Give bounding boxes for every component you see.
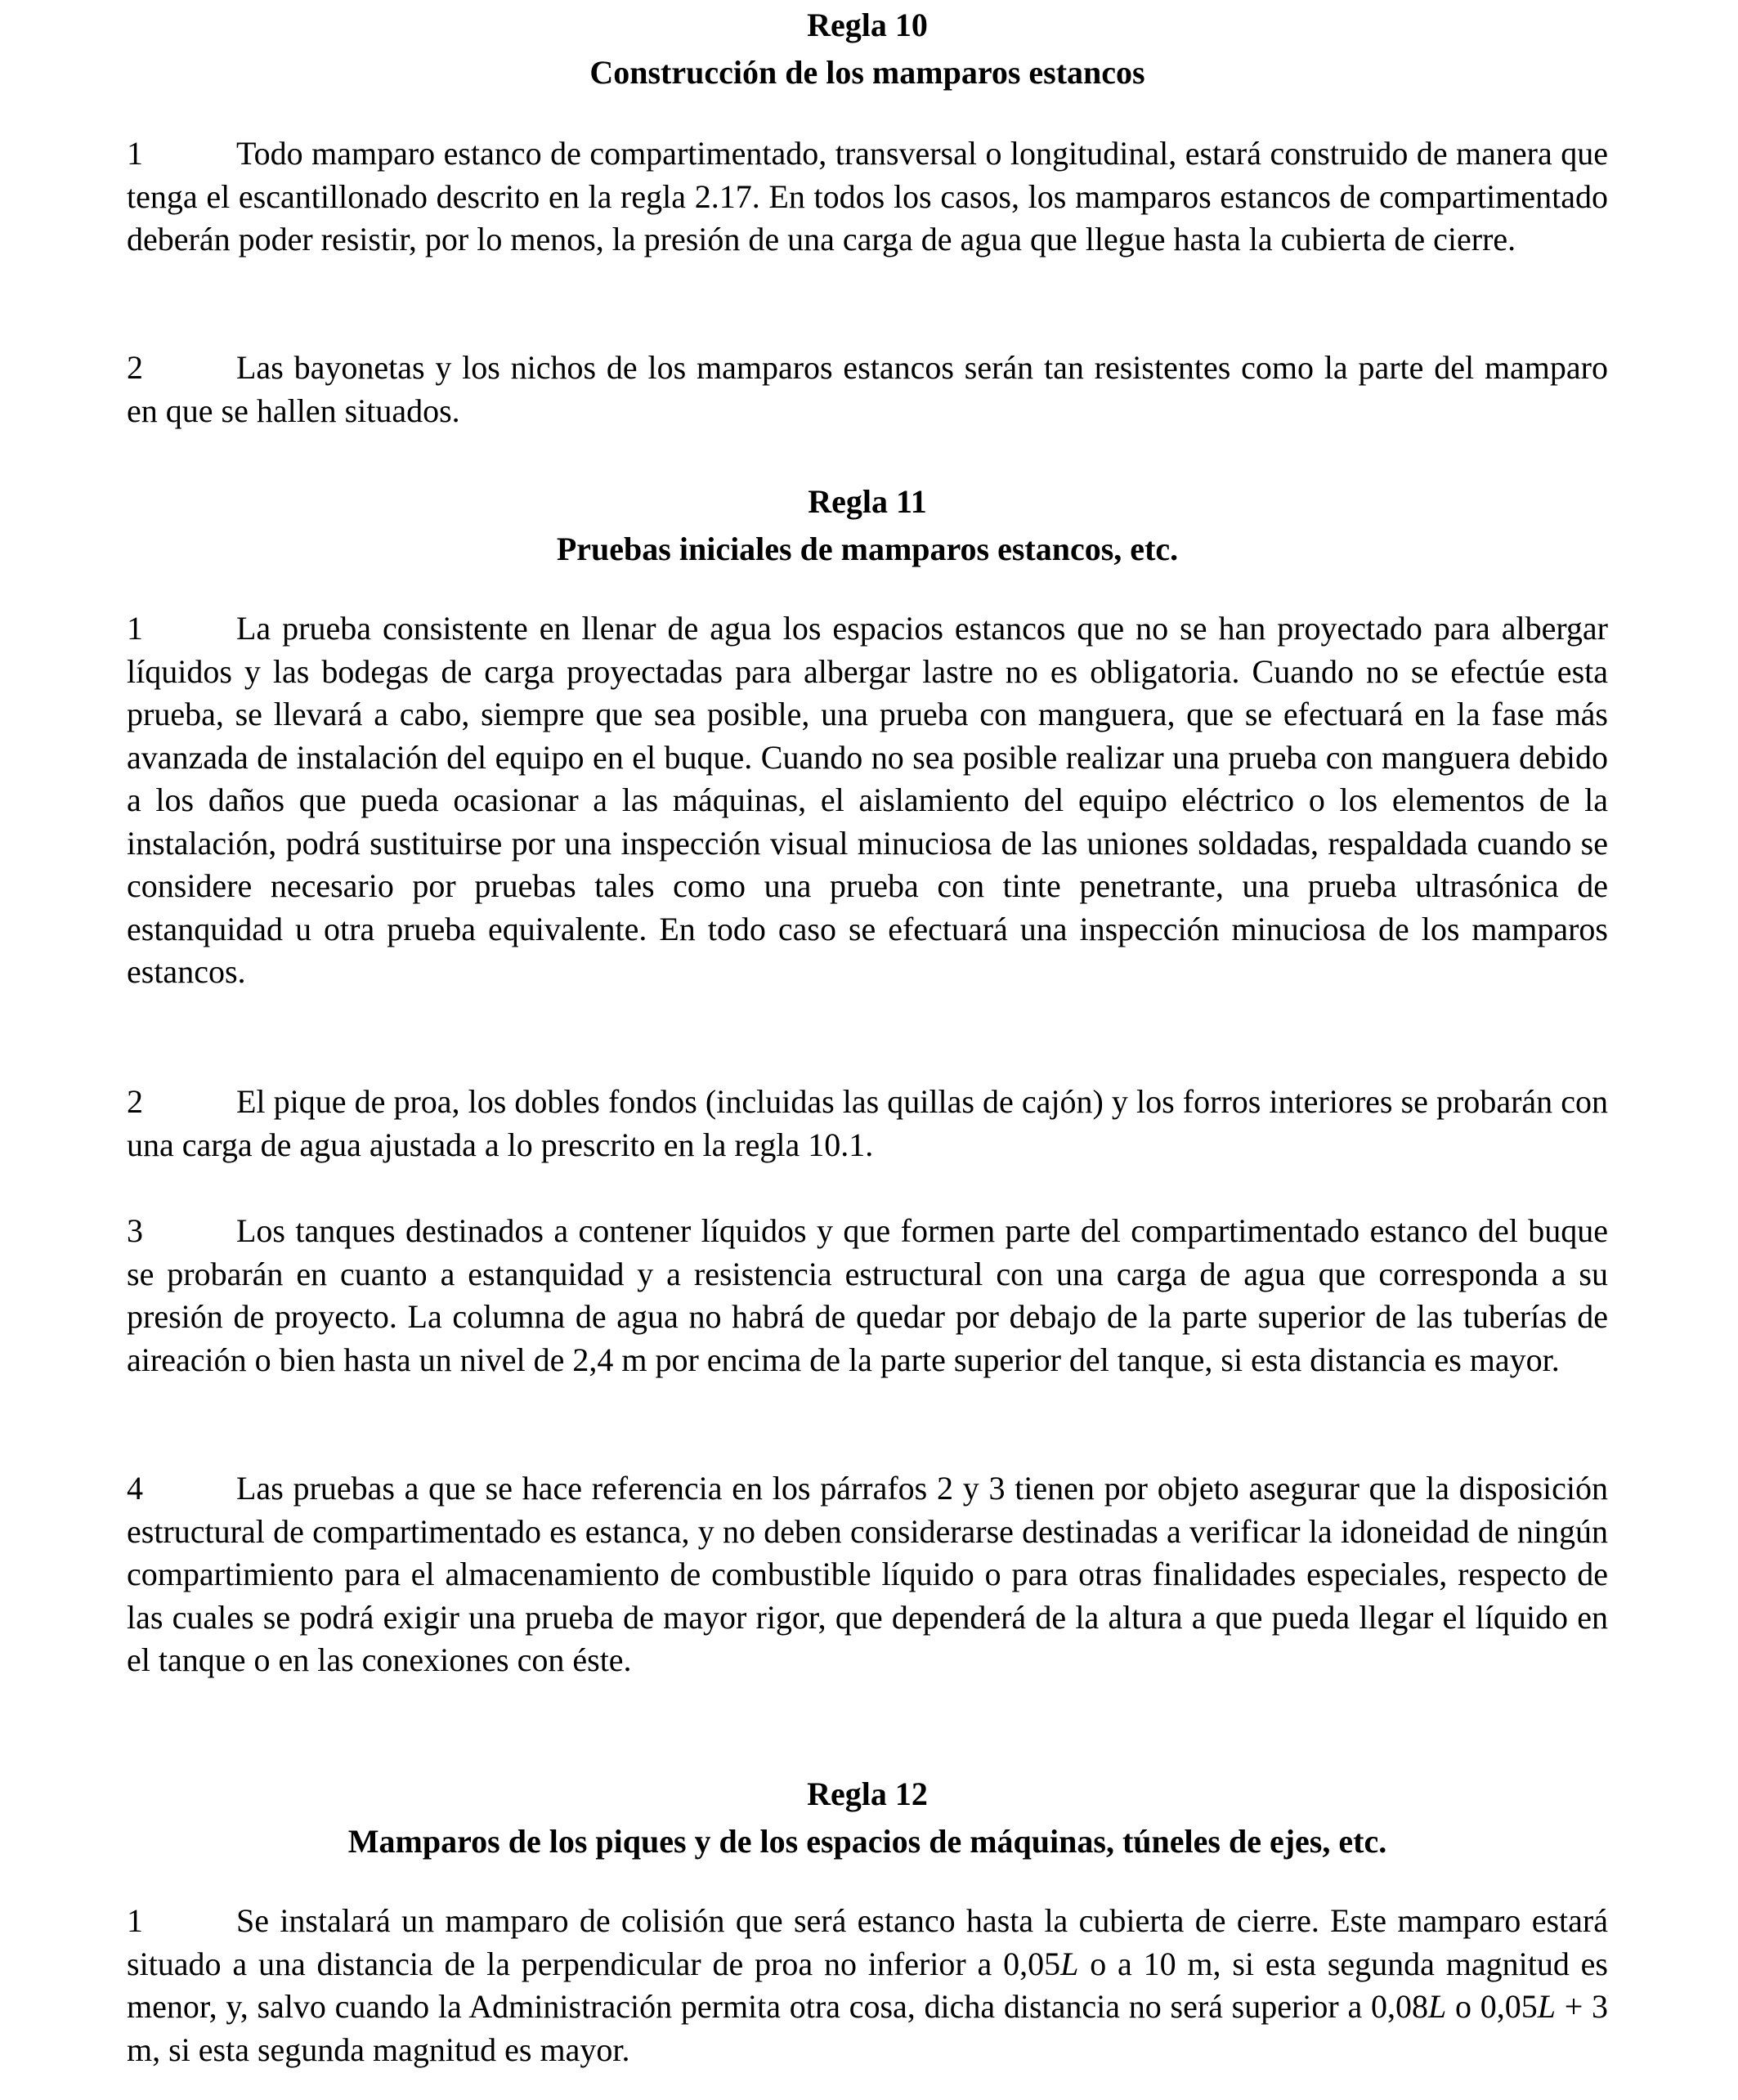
paragraph-text: Los tanques destinados a contener líquidos y que formen parte del compartimentado estanco del buque se probarán en cuanto a estanquidad y a resistencia estructural con una carga de agua que corresponda a su presión de proyecto. La columna de agua no habrá de quedar por debajo de la parte superior de las tuberías de aireación o bien hasta un nivel de 2,4 m por encima de la parte superior del tanque, si esta distancia es mayor.: [127, 1212, 1608, 1378]
section-title: Regla 11: [808, 483, 927, 520]
paragraph-number: 2: [127, 349, 143, 386]
paragraph: [127, 132, 1608, 262]
paragraph-text: Las pruebas a que se hace referencia en los párrafos 2 y 3 tienen por objeto asegurar que la disposición estructural de compartimentado es estanca, y no deben considerarse destinadas a verificar la idoneidad de ningún compartimiento para el almacenamiento de combustible líquido o para otras finalidades especiales, respecto de las cuales se podrá exigir una prueba de mayor rigor, que dependerá de la altura a que pueda llegar el líquido en el tanque o en las conexiones con éste.: [127, 1470, 1608, 1678]
paragraph: [127, 1900, 1608, 2071]
section-heading: [127, 1771, 1608, 1865]
paragraph-text: La prueba consistente en llenar de agua los espacios estancos que no se han proyectado para albergar líquidos y las bodegas de carga proyectadas para albergar lastre no es obligatoria. Cuando no se efectúe esta prueba, se llevará a cabo, siempre que sea posible, una prueba con manguera, que se efectuará en la fase más avanzada de instalación del equipo en el buque. Cuando no sea posible realizar una prueba con manguera debido a los daños que pueda ocasionar a las máquinas, el aislamiento del equipo eléctrico o los elementos de la instalación, podrá sustituirse por una inspección visual minuciosa de las uniones soldadas, respaldada cuando se considere necesario por pruebas tales como una prueba con tinte penetrante, una prueba ultrasónica de estanquidad u otra prueba equivalente. En todo caso se efectuará una inspección minuciosa de los mamparos estancos.: [127, 610, 1608, 990]
paragraph-text: El pique de proa, los dobles fondos (incluidas las quillas de cajón) y los forros interiores se probarán con una carga de agua ajustada a lo prescrito en la regla 10.1.: [127, 1083, 1608, 1163]
paragraph-text: Las bayonetas y los nichos de los mamparos estancos serán tan resistentes como la parte del mamparo en que se hallen situados.: [127, 349, 1608, 429]
paragraph-number: 3: [127, 1212, 143, 1249]
paragraph-number: 1: [127, 135, 143, 172]
paragraph-number: 2: [127, 1083, 143, 1120]
paragraph-text-part: o a 10 m, si esta segunda magnitud es menor, y, salvo cuando la Administración permita otra cosa, dicha distancia no será superior a 0,08: [127, 1945, 1608, 2025]
variable-l: L: [1427, 1988, 1447, 2025]
paragraph-number: 4: [127, 1470, 143, 1507]
paragraph-text-part: Se instalará un mamparo de colisión que será estanco hasta la cubierta de cierre. Este mamparo estará situado a una distancia de la perpendicular de proa no inferior a 0,05: [127, 1902, 1608, 1982]
section-title: Regla 10: [807, 7, 928, 43]
variable-l: L: [1060, 1945, 1079, 1982]
paragraph-text-part: o 0,05: [1446, 1988, 1538, 2025]
paragraph-number: 1: [127, 1902, 143, 1939]
paragraph-text: Todo mamparo estanco de compartimentado, transversal o longitudinal, estará construido de manera que tenga el escantillonado descrito en la regla 2.17. En todos los casos, los mamparos estancos de compartimentado deberán poder resistir, por lo menos, la presión de una carga de agua que llegue hasta la cubierta de cierre.: [127, 135, 1608, 257]
section-subtitle: Pruebas iniciales de mamparos estancos, etc.: [556, 531, 1179, 567]
section-title: Regla 12: [807, 1775, 928, 1812]
paragraph: [127, 1081, 1608, 1166]
paragraph: [127, 1210, 1608, 1381]
paragraph-text-part: + 3 m, si esta segunda magnitud es mayor.: [127, 1988, 1608, 2068]
section-heading: [127, 478, 1608, 573]
paragraph: [127, 607, 1608, 994]
paragraph: [127, 347, 1608, 432]
paragraph: [127, 1467, 1608, 1682]
paragraph-number: 1: [127, 610, 143, 647]
variable-l: L: [1537, 1988, 1556, 2025]
section-subtitle: Mamparos de los piques y de los espacios de máquinas, túneles de ejes, etc.: [347, 1823, 1387, 1860]
section-heading: [127, 2, 1608, 96]
section-subtitle: Construcción de los mamparos estancos: [589, 54, 1145, 91]
